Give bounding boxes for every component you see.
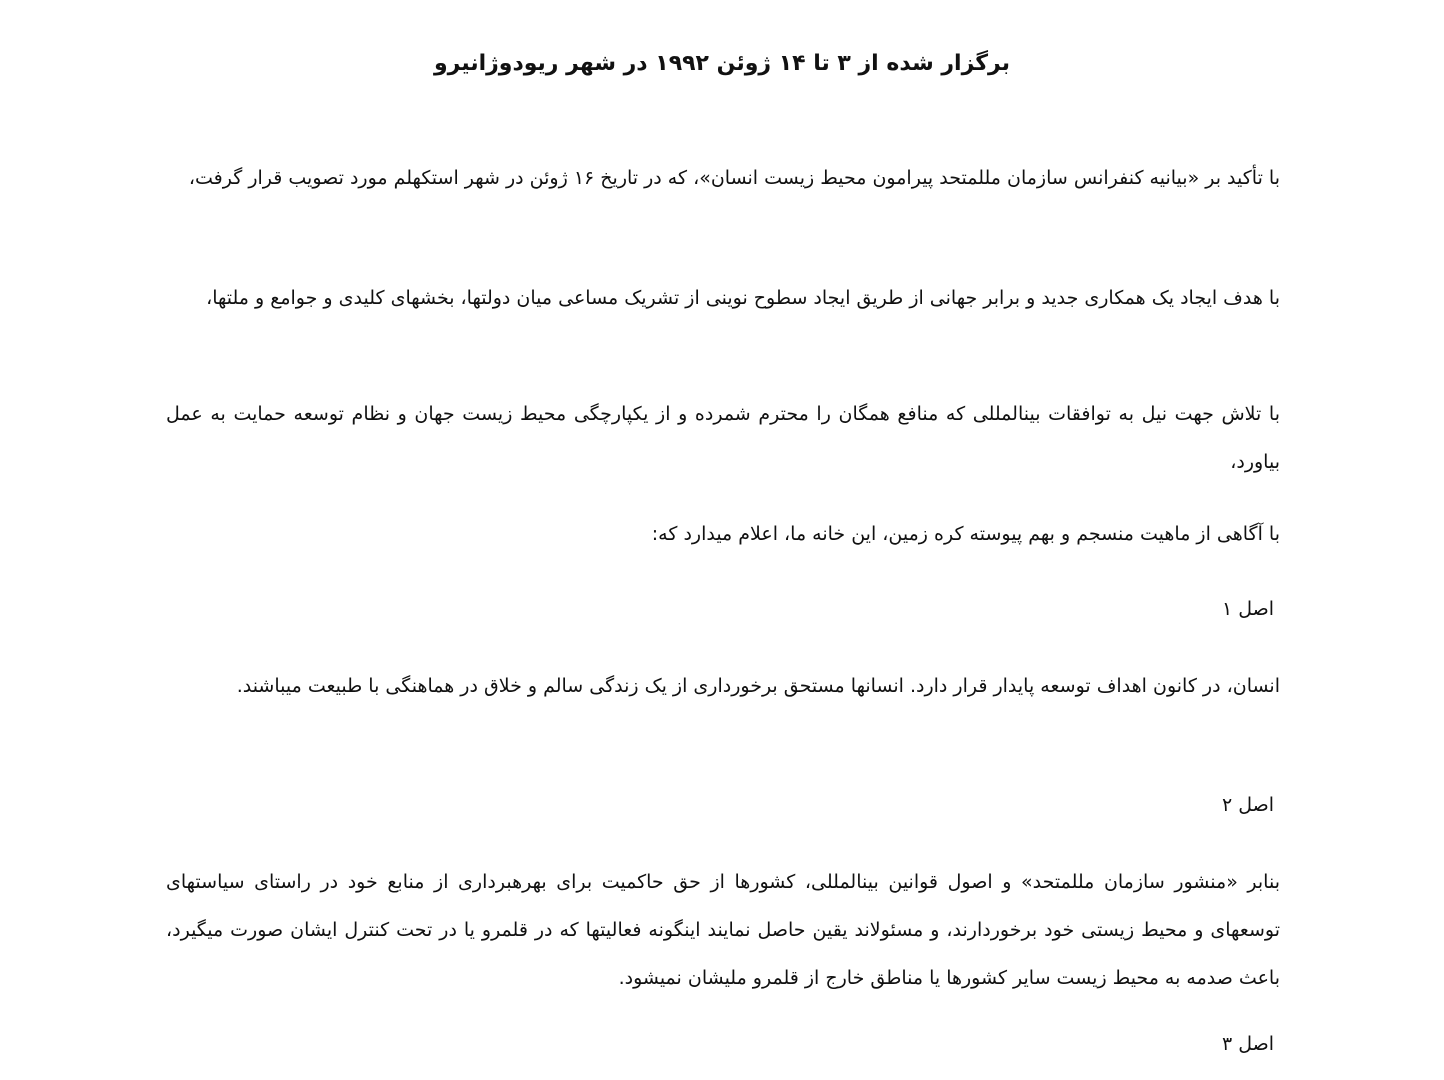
paragraph-international-agreements: با تلاش جهت نیل به توافقات بینالمللی که منافع همگان را محترم شمرده و از یکپارچگی محیط زیست جهان و نظام توسعه حمایت به عمل بیاورد، — [166, 403, 1280, 473]
principle-1-heading: اصل ۱ — [1221, 598, 1274, 620]
paragraph-global-partnership: با هدف ایجاد یک همکاری جدید و برابر جهانی از طریق ایجاد سطوح نوینی از تشریک مساعی میان دولتها، بخشهای کلیدی و جوامع و ملتها، — [206, 287, 1280, 309]
principle-1-text: انسان، در کانون اهداف توسعه پایدار قرار دارد. انسانها مستحق برخورداری از یک زندگی سالم و خلاق در هماهنگی با طبیعت میباشند. — [236, 675, 1280, 697]
principle-2-heading: اصل ۲ — [1221, 794, 1274, 816]
paragraph-proclamation: با آگاهی از ماهیت منسجم و بهم پیوسته کره زمین، این خانه ما، اعلام میدارد که: — [651, 523, 1280, 545]
principle-3-heading: اصل ۳ — [1221, 1033, 1274, 1055]
document-title: برگزار شده از ۳ تا ۱۴ ژوئن ۱۹۹۲ در شهر ریودوژانیرو — [433, 51, 1010, 76]
paragraph-stockholm-reference: با تأکید بر «بیانیه کنفرانس سازمان مللمتحد پیرامون محیط زیست انسان»، که در تاریخ ۱۶ ژوئن در شهر استکهلم مورد تصویب قرار گرفت، — [188, 167, 1280, 189]
principle-2-text: بنابر «منشور سازمان مللمتحد» و اصول قوانین بینالمللی، کشورها از حق حاکمیت برای بهرهبرداری از منابع خود در راستای سیاستهای توسعهای و محیط زیستی خود برخوردارند، و مسئولاند یقین حاصل نمایند اینگونه فعالیتها که در قلمرو یا در تحت کنترل ایشان صورت میگیرد، باعث صدمه به محیط زیست سایر کشورها یا مناطق خارج از قلمرو ملیشان نمیشود. — [166, 871, 1280, 989]
